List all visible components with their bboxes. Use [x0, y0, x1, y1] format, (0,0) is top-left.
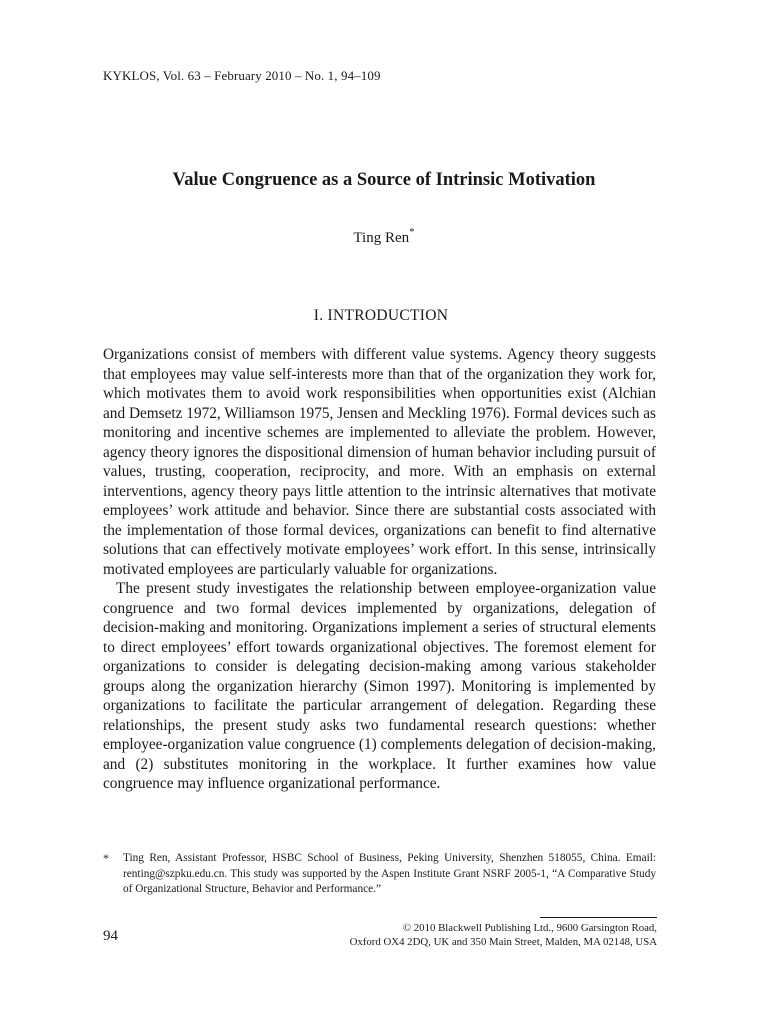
footnote — [103, 851, 656, 898]
author-line — [0, 227, 768, 247]
section-heading: I. INTRODUCTION — [313, 307, 449, 324]
author-footnote-marker: * — [409, 226, 415, 238]
publisher-rule — [540, 917, 657, 918]
paragraph-1: Organizations consist of members with different value systems. Agency theory suggests that employees may value self-interests more than that of the organization they work for, which motivates them to avoid work responsibilities when opportunities exist (Alchian and Demsetz 1972, Williamson 1975, Jensen and Meckling 1976). Formal devices such as monitoring and incentive schemes are implemented to alleviate the problem. However, agency theory ignores the dispositional dimension of human behavior including pursuit of values, trusting, cooperation, reciprocity, and more. With an emphasis on external interventions, agency theory pays little attention to the intrinsic alternatives that motivate employees’ work attitude and behavior. Since there are substantial costs associated with the implementation of those formal devices, organizations can benefit to find alternative solutions that can effectively motivate employees’ work effort. In this sense, intrinsically motivated employees are particularly valuable for organizations. — [103, 346, 656, 578]
page-number: 94 — [103, 928, 118, 944]
author-name: Ting Ren — [353, 230, 410, 246]
running-head: KYKLOS, Vol. 63 – February 2010 – No. 1, 94–109 — [103, 68, 381, 83]
paragraph-2: The present study investigates the relationship between employee-organization value congruence and two formal devices implemented by organizations, delegation of decision-making and monitoring. Organizations implement a series of structural elements to direct employees’ effort towards organizational objectives. The foremost element for organizations to consider is delegating decision-making among various stakeholder groups along the organization hierarchy (Simon 1997). Monitoring is implemented by organizations to facilitate the particular arrangement of delegation. Regarding these relationships, the present study asks two fundamental research questions: whether employee-organization value congruence (1) complements delegation of decision-making, and (2) substitutes monitoring in the workplace. It further examines how value congruence may influence organizational performance. — [103, 580, 656, 792]
article-title: Value Congruence as a Source of Intrinsic Motivation — [172, 170, 596, 190]
footnote-text: Ting Ren, Assistant Professor, HSBC School of Business, Peking University, Shenzhen 518055, China. Email: renting@szpku.edu.cn. This study was supported by the Aspen Institute Grant NSRF 2005-1, “A Comparative Study of Organizational Structure, Behavior and Performance.” — [123, 852, 656, 895]
publisher-line-2: Oxford OX4 2DQ, UK and 350 Main Street, Malden, MA 02148, USA — [349, 935, 657, 948]
publisher-notice — [350, 922, 657, 949]
body-text — [103, 345, 656, 794]
publisher-line-1: © 2010 Blackwell Publishing Ltd., 9600 Garsington Road, — [402, 922, 657, 934]
footnote-marker: * — [103, 851, 109, 865]
